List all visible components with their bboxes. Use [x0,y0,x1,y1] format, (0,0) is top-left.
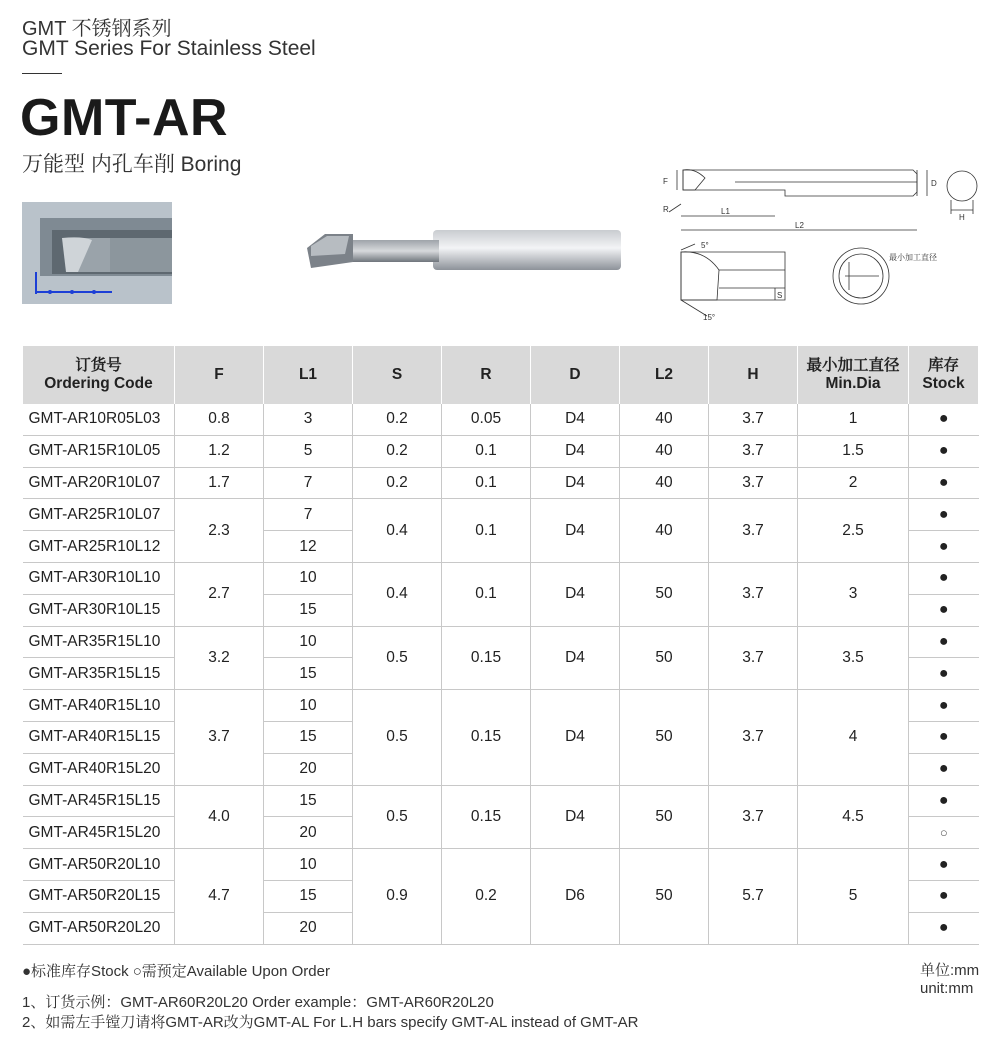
cell-code: GMT-AR45R15L20 [23,817,175,849]
cell-code: GMT-AR30R10L15 [23,594,175,626]
series-title-en: GMT Series For Stainless Steel [22,37,316,60]
cell-R: 0.15 [442,626,531,690]
cell-H: 3.7 [709,435,798,467]
cell-code: GMT-AR40R15L20 [23,753,175,785]
cell-R: 0.15 [442,785,531,849]
title-divider [22,73,62,74]
stock-indicator: ● [909,435,979,467]
cell-D: D4 [531,626,620,690]
cell-S: 0.5 [353,785,442,849]
cell-H: 3.7 [709,404,798,435]
stock-indicator-order: ○ [909,817,979,849]
stock-indicator: ● [909,594,979,626]
cell-min-dia: 1.5 [798,435,909,467]
stock-indicator: ● [909,849,979,881]
boring-application-photo [22,202,172,304]
table-row [23,690,979,722]
cell-D: D4 [531,404,620,435]
header-H: H [709,346,798,404]
cell-code: GMT-AR30R10L10 [23,562,175,594]
cell-H: 3.7 [709,562,798,626]
header-stock: 库存 Stock [909,346,979,404]
drawing-label-angle5: 5° [701,241,709,250]
cell-F: 3.7 [175,690,264,785]
cell-L2: 50 [620,562,709,626]
cell-F: 0.8 [175,404,264,435]
cell-code: GMT-AR20R10L07 [23,467,175,499]
cell-L1: 3 [264,404,353,435]
cell-R: 0.1 [442,562,531,626]
header-D: D [531,346,620,404]
cell-F: 2.3 [175,499,264,563]
cell-F: 2.7 [175,562,264,626]
cell-code: GMT-AR15R10L05 [23,435,175,467]
header-F: F [175,346,264,404]
cell-D: D4 [531,467,620,499]
cell-L1: 10 [264,626,353,658]
cell-min-dia: 3 [798,562,909,626]
cell-L1: 15 [264,658,353,690]
stock-indicator: ● [909,562,979,594]
drawing-label-angle15: 15° [703,313,716,322]
cell-R: 0.05 [442,404,531,435]
cell-D: D6 [531,849,620,944]
table-row [23,435,979,467]
cell-H: 3.7 [709,690,798,785]
cell-code: GMT-AR45R15L15 [23,785,175,817]
cell-D: D4 [531,690,620,785]
cell-code: GMT-AR40R15L10 [23,690,175,722]
drawing-label-L2: L2 [795,221,804,230]
cell-S: 0.2 [353,435,442,467]
cell-R: 0.1 [442,467,531,499]
table-row [23,626,979,658]
cell-code: GMT-AR40R15L15 [23,721,175,753]
cell-code: GMT-AR25R10L12 [23,531,175,563]
cell-min-dia: 4.5 [798,785,909,849]
cell-H: 3.7 [709,626,798,690]
unit-label-cn: 单位:mm [920,962,980,979]
cell-F: 1.7 [175,467,264,499]
tool-photo [305,226,623,274]
drawing-label-H: H [959,213,965,222]
cell-L1: 15 [264,880,353,912]
cell-code: GMT-AR35R15L10 [23,626,175,658]
cell-D: D4 [531,435,620,467]
cell-H: 5.7 [709,849,798,944]
cell-D: D4 [531,785,620,849]
cell-R: 0.2 [442,849,531,944]
cell-F: 4.7 [175,849,264,944]
cell-code: GMT-AR25R10L07 [23,499,175,531]
drawing-label-D: D [931,179,937,188]
cell-L1: 5 [264,435,353,467]
table-row [23,467,979,499]
product-subtitle: 万能型 内孔车削 Boring [22,153,242,176]
cell-L1: 7 [264,467,353,499]
dimension-drawing-detail [655,240,937,322]
table-header-row [23,346,979,404]
table-row [23,499,979,531]
cell-L2: 50 [620,690,709,785]
stock-indicator: ● [909,626,979,658]
drawing-label-L1: L1 [721,207,730,216]
stock-indicator: ● [909,753,979,785]
cell-S: 0.2 [353,467,442,499]
stock-indicator: ● [909,658,979,690]
stock-indicator: ● [909,499,979,531]
stock-indicator: ● [909,721,979,753]
cell-S: 0.4 [353,499,442,563]
stock-indicator: ● [909,690,979,722]
product-title: GMT-AR [20,89,229,147]
header-L1: L1 [264,346,353,404]
table-row [23,404,979,435]
order-example-note: 1、订货示例：GMT-AR60R20L20 Order example：GMT-AR60R20L20 [22,994,494,1011]
stock-indicator: ● [909,467,979,499]
table-row [23,785,979,817]
cell-L2: 40 [620,404,709,435]
drawing-label-R: R [663,205,669,214]
drawing-label-S: S [777,291,783,300]
cell-L1: 10 [264,690,353,722]
cell-L1: 20 [264,753,353,785]
cell-L1: 10 [264,562,353,594]
header-L2: L2 [620,346,709,404]
cell-L1: 20 [264,817,353,849]
dimension-drawing-side [655,160,985,238]
drawing-label-F: F [663,177,668,186]
cell-L1: 20 [264,912,353,944]
cell-code: GMT-AR10R05L03 [23,404,175,435]
stock-indicator: ● [909,912,979,944]
cell-min-dia: 2.5 [798,499,909,563]
header-ordering-code: 订货号 Ordering Code [23,346,175,404]
cell-L2: 40 [620,499,709,563]
cell-H: 3.7 [709,499,798,563]
cell-code: GMT-AR50R20L20 [23,912,175,944]
cell-L2: 40 [620,467,709,499]
left-hand-note: 2、如需左手镗刀请将GMT-AR改为GMT-AL For L.H bars specify GMT-AL instead of GMT-AR [22,1014,639,1031]
cell-L2: 40 [620,435,709,467]
cell-code: GMT-AR50R20L15 [23,880,175,912]
cell-min-dia: 1 [798,404,909,435]
cell-min-dia: 2 [798,467,909,499]
cell-L2: 50 [620,849,709,944]
cell-S: 0.9 [353,849,442,944]
cell-min-dia: 4 [798,690,909,785]
stock-indicator: ● [909,880,979,912]
drawing-label-min-dia: 最小加工直径 [889,253,937,262]
stock-legend: ●标准库存Stock ○需预定Available Upon Order [22,963,330,980]
cell-H: 3.7 [709,785,798,849]
cell-L1: 15 [264,721,353,753]
cell-D: D4 [531,499,620,563]
stock-indicator: ● [909,404,979,435]
cell-H: 3.7 [709,467,798,499]
stock-indicator: ● [909,785,979,817]
cell-L1: 10 [264,849,353,881]
cell-L1: 12 [264,531,353,563]
cell-min-dia: 3.5 [798,626,909,690]
table-row [23,562,979,594]
cell-L2: 50 [620,785,709,849]
cell-L2: 50 [620,626,709,690]
spec-table [22,346,979,945]
table-row [23,849,979,881]
cell-R: 0.1 [442,435,531,467]
stock-indicator: ● [909,531,979,563]
cell-F: 3.2 [175,626,264,690]
cell-F: 4.0 [175,785,264,849]
header-min-dia: 最小加工直径 Min.Dia [798,346,909,404]
cell-L1: 7 [264,499,353,531]
unit-label-en: unit:mm [920,980,974,997]
cell-S: 0.2 [353,404,442,435]
cell-S: 0.5 [353,690,442,785]
cell-code: GMT-AR50R20L10 [23,849,175,881]
cell-L1: 15 [264,785,353,817]
cell-D: D4 [531,562,620,626]
cell-code: GMT-AR35R15L15 [23,658,175,690]
cell-L1: 15 [264,594,353,626]
cell-F: 1.2 [175,435,264,467]
header-S: S [353,346,442,404]
cell-S: 0.5 [353,626,442,690]
unit-label [920,962,979,998]
cell-R: 0.1 [442,499,531,563]
series-title-cn: GMT 不锈钢系列 [22,18,172,40]
cell-R: 0.15 [442,690,531,785]
header-R: R [442,346,531,404]
cell-S: 0.4 [353,562,442,626]
cell-min-dia: 5 [798,849,909,944]
